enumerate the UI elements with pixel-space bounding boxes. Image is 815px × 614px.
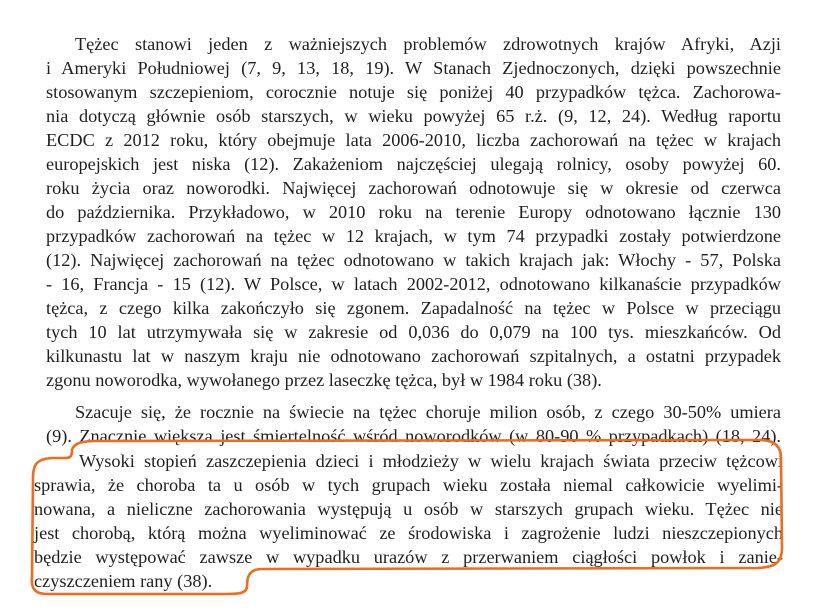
- paragraph-2-line-1: Szacuje się, że rocznie na świecie na tężec choruje milion osób, z czego 30-50% umiera: [75, 402, 781, 422]
- paragraph-1-line-10: (12). Najwięcej zachorowań na tężec odnotowano w takich krajach jak: Włochy - 57, Polska: [46, 250, 781, 270]
- paragraph-1-line-6: europejskich jest niska (12). Zakażeniom najczęściej ulegają rolnicy, osoby powyżej 60.: [46, 154, 781, 174]
- paragraph-1-line-15: zgonu noworodka, wywołanego przez laseczkę tężca, był w 1984 roku (38).: [46, 370, 602, 390]
- paragraph-1-line-4: nia dotyczą głównie osób starszych, w wieku powyżej 65 r.ż. (9, 12, 24). Według raportu: [46, 106, 781, 126]
- paragraph-1-line-2: i Ameryki Południowej (7, 9, 13, 18, 19). W Stanach Zjednoczonych, dzięki powszechnie: [46, 58, 781, 78]
- highlighted-paragraph-line-5: będzie występować zawsze w wypadku urazów z przerwaniem ciągłości powłok i zanie-: [34, 547, 783, 567]
- highlighted-paragraph-line-2: sprawia, że choroba ta u osób w tych grupach wieku została niemal całkowicie wyelimi-: [34, 475, 783, 495]
- highlighted-paragraph-line-4: jest chorobą, którą można wyeliminować ze środowiska i zagrożenie ludzi nieszczepionych: [34, 523, 783, 543]
- paragraph-1-line-11: - 16, Francja - 15 (12). W Polsce, w latach 2002-2012, odnotowano kilkanaście przypadków: [46, 274, 781, 294]
- paragraph-1-line-5: ECDC z 2012 roku, który obejmuje lata 2006-2010, liczba zachorowań na tężec w krajach: [46, 130, 781, 150]
- paragraph-1-line-13: tych 10 lat utrzymywała się w zakresie od 0,036 do 0,079 na 100 tys. mieszkańców. Od: [46, 322, 781, 342]
- paragraph-1-line-7: roku życia oraz noworodki. Najwięcej zachorowań odnotowuje się w okresie od czerwca: [46, 178, 781, 198]
- highlighted-paragraph-line-6: czyszczeniem rany (38).: [34, 571, 213, 591]
- paragraph-1-line-14: kilkunastu lat w naszym kraju nie odnotowano zachorowań szpitalnych, a ostatni przypadek: [46, 346, 781, 366]
- paragraph-1-line-9: przypadków zachorowań na tężec w 12 krajach, w tym 74 przypadki zostały potwierdzone: [46, 226, 781, 246]
- paragraph-1-line-8: do października. Przykładowo, w 2010 roku na terenie Europy odnotowano łącznie 130: [46, 202, 781, 222]
- paragraph-1-line-1: Tężec stanowi jeden z ważniejszych problemów zdrowotnych krajów Afryki, Azji: [75, 34, 781, 54]
- highlighted-paragraph-line-3: nowana, a nieliczne zachorowania występują u osób w starszych grupach wieku. Tężec nie: [34, 499, 783, 519]
- highlighted-paragraph-line-1: Wysoki stopień zaszczepienia dzieci i młodzieży w wielu krajach świata przeciw tężcowi: [79, 451, 783, 471]
- paragraph-1-line-3: stosowanym szczepieniom, corocznie notuje się poniżej 40 przypadków tężca. Zachorowa-: [46, 82, 781, 102]
- paragraph-1-line-12: tężca, z czego kilka zakończyło się zgonem. Zapadalność na tężec w Polsce w przeciągu: [46, 298, 781, 318]
- paragraph-2-line-2: (9). Znacznie większa jest śmiertelność wśród noworodków (w 80-90 % przypadkach) (18, 24).: [46, 426, 781, 446]
